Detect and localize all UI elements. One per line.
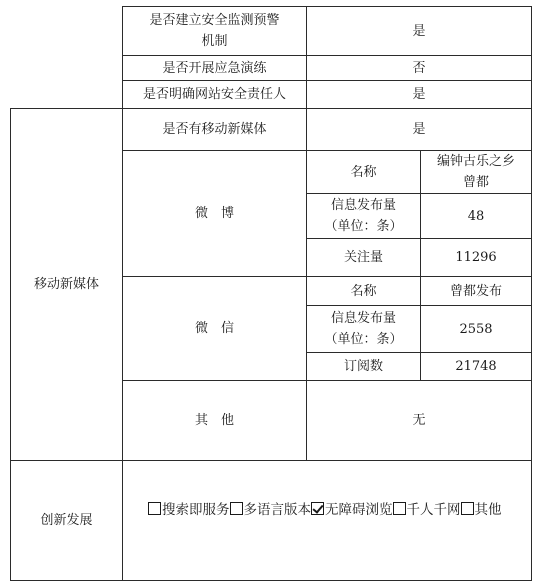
emergency-drill-value: 否 [412, 60, 426, 76]
option-search-as-service[interactable] [148, 498, 230, 518]
other-media-label: 其 他 [194, 413, 234, 428]
weibo-posts-value: 48 [467, 208, 485, 224]
option-label: 无障碍浏览 [325, 502, 393, 518]
wechat-name-value: 曾都发布 [449, 283, 502, 299]
option-other[interactable] [461, 498, 502, 518]
other-media-value: 无 [412, 413, 426, 428]
checkbox-accessibility[interactable] [311, 502, 324, 515]
checkbox-multilingual[interactable] [230, 502, 243, 515]
mobile-media-section-label: 移动新媒体 [33, 277, 99, 292]
security-warning-value: 是 [412, 23, 426, 39]
has-mobile-media-label: 是否有移动新媒体 [162, 122, 267, 137]
wechat-subscribers-label: 订阅数 [343, 359, 383, 374]
emergency-drill-label: 是否开展应急演练 [162, 60, 267, 76]
security-owner-label: 是否明确网站安全责任人 [142, 87, 286, 102]
weibo-name-label: 名称 [350, 164, 377, 180]
innovation-options [148, 498, 502, 518]
option-accessibility[interactable] [311, 498, 393, 518]
wechat-posts-value: 2558 [459, 321, 493, 337]
security-warning-label: 是否建立安全监测预警 机制 [149, 13, 280, 49]
weibo-name-value: 编钟古乐之乡 曾都 [436, 154, 515, 190]
checkbox-personalized[interactable] [393, 502, 406, 515]
option-label: 千人千网 [406, 502, 461, 518]
weibo-followers-value: 11296 [455, 250, 497, 265]
option-label: 搜索即服务 [162, 502, 230, 518]
weibo-label: 微 博 [194, 206, 234, 221]
weibo-followers-label: 关注量 [343, 250, 383, 265]
wechat-name-label: 名称 [350, 283, 377, 299]
wechat-label: 微 信 [194, 321, 234, 336]
security-owner-value: 是 [412, 87, 426, 102]
option-label: 多语言版本 [243, 502, 311, 518]
checkbox-search-as-service[interactable] [148, 502, 161, 515]
weibo-posts-label: 信息发布量 （单位：条） [324, 198, 403, 234]
option-personalized[interactable] [393, 498, 461, 518]
checkbox-other[interactable] [461, 502, 474, 515]
has-mobile-media-value: 是 [412, 122, 426, 137]
innovation-section-label: 创新发展 [40, 513, 93, 528]
option-label: 其他 [474, 502, 502, 518]
wechat-subscribers-value: 21748 [455, 359, 497, 374]
option-multilingual[interactable] [230, 498, 312, 518]
wechat-posts-label: 信息发布量 （单位：条） [324, 311, 403, 347]
